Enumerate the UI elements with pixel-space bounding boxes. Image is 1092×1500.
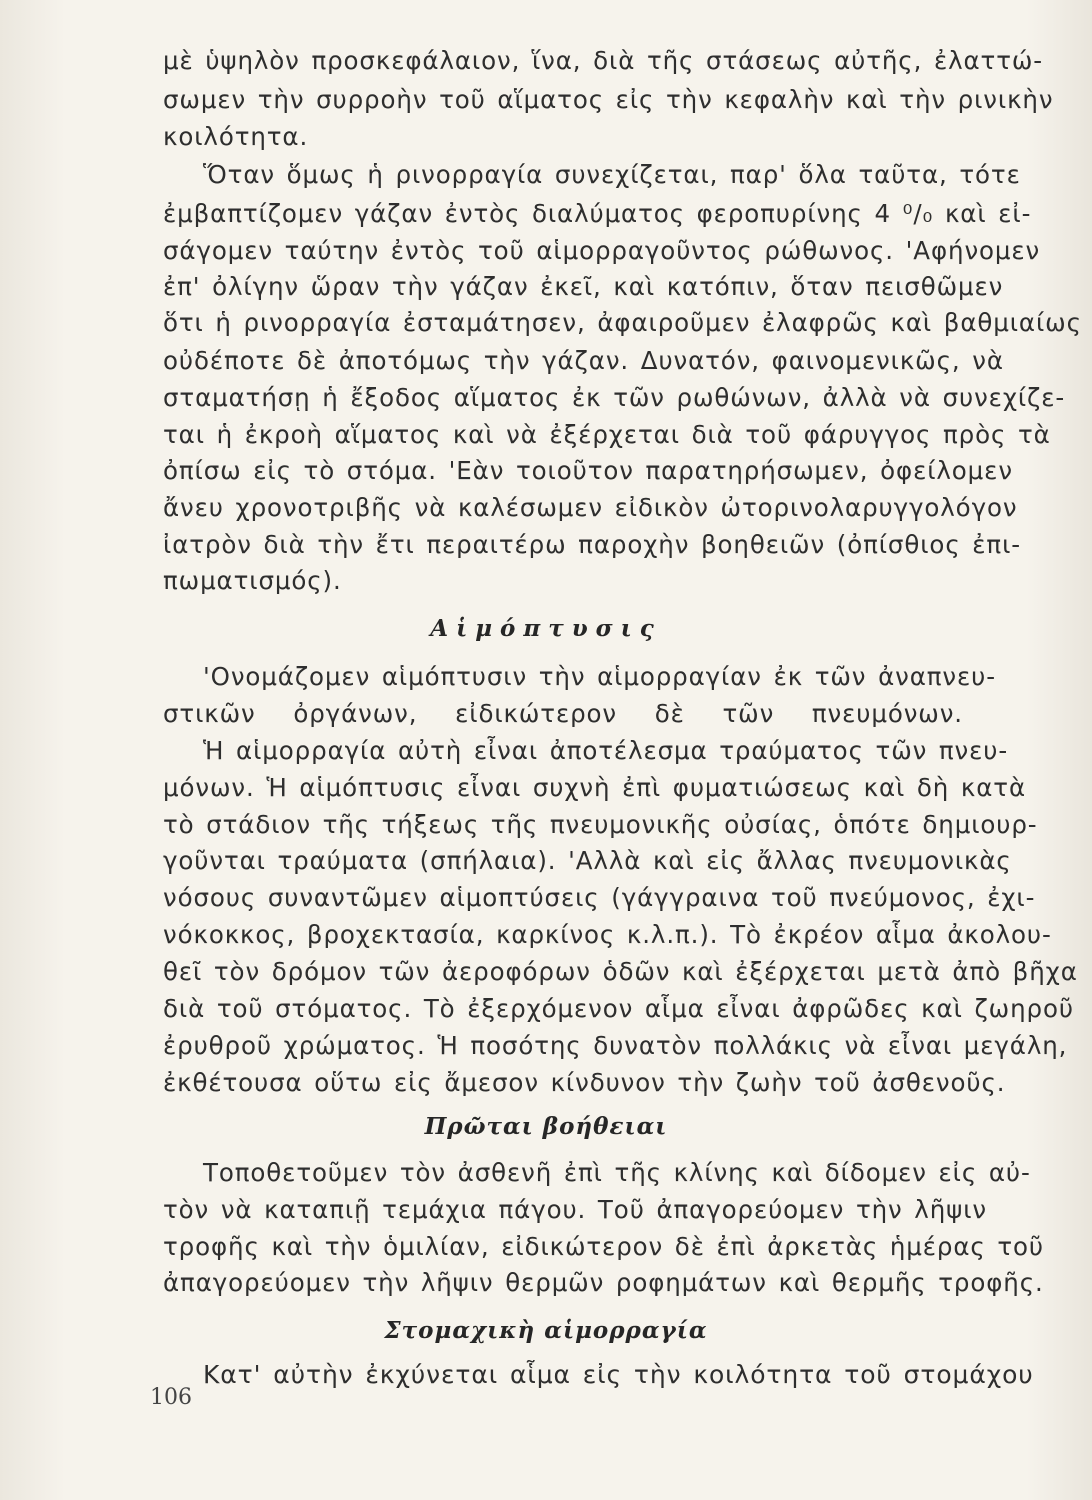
text-line: τὸ στάδιον τῆς τήξεως τῆς πνευμονικῆς οὐσίας, ὁπότε δημιουρ- bbox=[163, 810, 1038, 839]
text-line: τροφῆς καὶ τὴν ὁμιλίαν, εἰδικώτερον δὲ ἐπὶ ἀρκετὰς ἡμέρας τοῦ bbox=[163, 1232, 1044, 1261]
text-line: γοῦνται τραύματα (σπήλαια). 'Αλλὰ καὶ εἰς ἄλλας πνευμονικὰς bbox=[163, 846, 1012, 875]
text-line: σταματήσῃ ἡ ἔξοδος αἵματος ἐκ τῶν ρωθώνων, ἀλλὰ νὰ συνεχίζε- bbox=[163, 383, 1066, 412]
text-line: ἐπ' ὀλίγην ὥραν τὴν γάζαν ἐκεῖ, καὶ κατόπιν, ὅταν πεισθῶμεν bbox=[163, 272, 1004, 301]
text-line: θεῖ τὸν δρόμον τῶν ἀεροφόρων ὁδῶν καὶ ἐξέρχεται μετὰ ἀπὸ βῆχα bbox=[163, 957, 1078, 986]
text-line: ἐκθέτουσα οὕτω εἰς ἄμεσον κίνδυνον τὴν ζωὴν τοῦ ἀσθενοῦς. bbox=[163, 1068, 1006, 1097]
text-line: Ὅταν ὅμως ἡ ρινορραγία συνεχίζεται, παρ' ὅλα ταῦτα, τότε bbox=[203, 160, 1021, 189]
section-heading-first-aid: Πρῶται βοήθειαι bbox=[424, 1113, 668, 1140]
text-line: ται ἡ ἐκροὴ αἵματος καὶ νὰ ἐξέρχεται διὰ τοῦ φάρυγγος πρὸς τὰ bbox=[163, 420, 1051, 449]
text-line: ἰατρὸν διὰ τὴν ἔτι περαιτέρω παροχὴν βοηθειῶν (ὀπίσθιος ἐπι- bbox=[163, 530, 1022, 559]
text-line: κοιλότητα. bbox=[163, 122, 309, 151]
page-number: 106 bbox=[150, 1385, 192, 1410]
text-line: ἐμβαπτίζομεν γάζαν ἐντὸς διαλύματος φεροπυρίνης 4 ⁰/₀ καὶ εἰ- bbox=[163, 199, 1032, 228]
text-line: Τοποθετοῦμεν τὸν ἀσθενῆ ἐπὶ τῆς κλίνης καὶ δίδομεν εἰς αὐ- bbox=[203, 1158, 1031, 1187]
text-line: νόσους συναντῶμεν αἱμοπτύσεις (γάγγραινα τοῦ πνεύμονος, ἐχι- bbox=[163, 883, 1036, 912]
text-line: ὅτι ἡ ρινορραγία ἐσταμάτησεν, ἀφαιροῦμεν ἐλαφρῶς καὶ βαθμιαίως bbox=[163, 308, 1082, 337]
text-line: ἀπαγορεύομεν τὴν λῆψιν θερμῶν ροφημάτων καὶ θερμῆς τροφῆς. bbox=[163, 1268, 1044, 1297]
text-line: ἐρυθροῦ χρώματος. Ἡ ποσότης δυνατὸν πολλάκις νὰ εἶναι μεγάλη, bbox=[163, 1031, 1068, 1060]
text-line: Κατ' αὐτὴν ἐκχύνεται αἷμα εἰς τὴν κοιλότητα τοῦ στομάχου bbox=[203, 1360, 1034, 1389]
text-line: μόνων. Ἡ αἱμόπτυσις εἶναι συχνὴ ἐπὶ φυματιώσεως καὶ δὴ κατὰ bbox=[163, 773, 1026, 802]
text-line: ἄνευ χρονοτριβῆς νὰ καλέσωμεν εἰδικὸν ὠτορινολαρυγγολόγον bbox=[163, 493, 1018, 522]
text-line: Ἡ αἱμορραγία αὐτὴ εἶναι ἀποτέλεσμα τραύματος τῶν πνευ- bbox=[203, 736, 1009, 765]
text-line: 'Ονομάζομεν αἱμόπτυσιν τὴν αἱμορραγίαν ἐκ τῶν ἀναπνευ- bbox=[203, 662, 996, 691]
text-line: στικῶν ὀργάνων, εἰδικώτερον δὲ τῶν πνευμόνων. bbox=[163, 699, 963, 728]
text-line: πωματισμός). bbox=[163, 566, 342, 595]
section-heading-haemoptysis: Αἱμόπτυσις bbox=[430, 615, 662, 642]
text-line: σάγομεν ταύτην ἐντὸς τοῦ αἱμορραγοῦντος ρώθωνος. 'Αφήνομεν bbox=[163, 236, 1041, 265]
text-line: διὰ τοῦ στόματος. Τὸ ἐξερχόμενον αἷμα εἶναι ἀφρῶδες καὶ ζωηροῦ bbox=[163, 994, 1074, 1023]
text-line: οὐδέποτε δὲ ἀποτόμως τὴν γάζαν. Δυνατόν, φαινομενικῶς, νὰ bbox=[163, 346, 1004, 375]
text-line: νόκοκκος, βροχεκτασία, καρκίνος κ.λ.π.). Τὸ ἐκρέον αἷμα ἀκολου- bbox=[163, 920, 1052, 949]
text-line: ὀπίσω εἰς τὸ στόμα. 'Εὰν τοιοῦτον παρατηρήσωμεν, ὀφείλομεν bbox=[163, 456, 1013, 485]
section-heading-gastric: Στομαχικὴ αἱμορραγία bbox=[384, 1317, 708, 1344]
text-line: σωμεν τὴν συρροὴν τοῦ αἵματος εἰς τὴν κεφαλὴν καὶ τὴν ρινικὴν bbox=[163, 85, 1054, 114]
text-line: μὲ ὑψηλὸν προσκεφάλαιον, ἵνα, διὰ τῆς στάσεως αὐτῆς, ἐλαττώ- bbox=[163, 46, 1044, 75]
text-line: τὸν νὰ καταπιῇ τεμάχια πάγου. Τοῦ ἀπαγορεύομεν τὴν λῆψιν bbox=[163, 1195, 987, 1224]
